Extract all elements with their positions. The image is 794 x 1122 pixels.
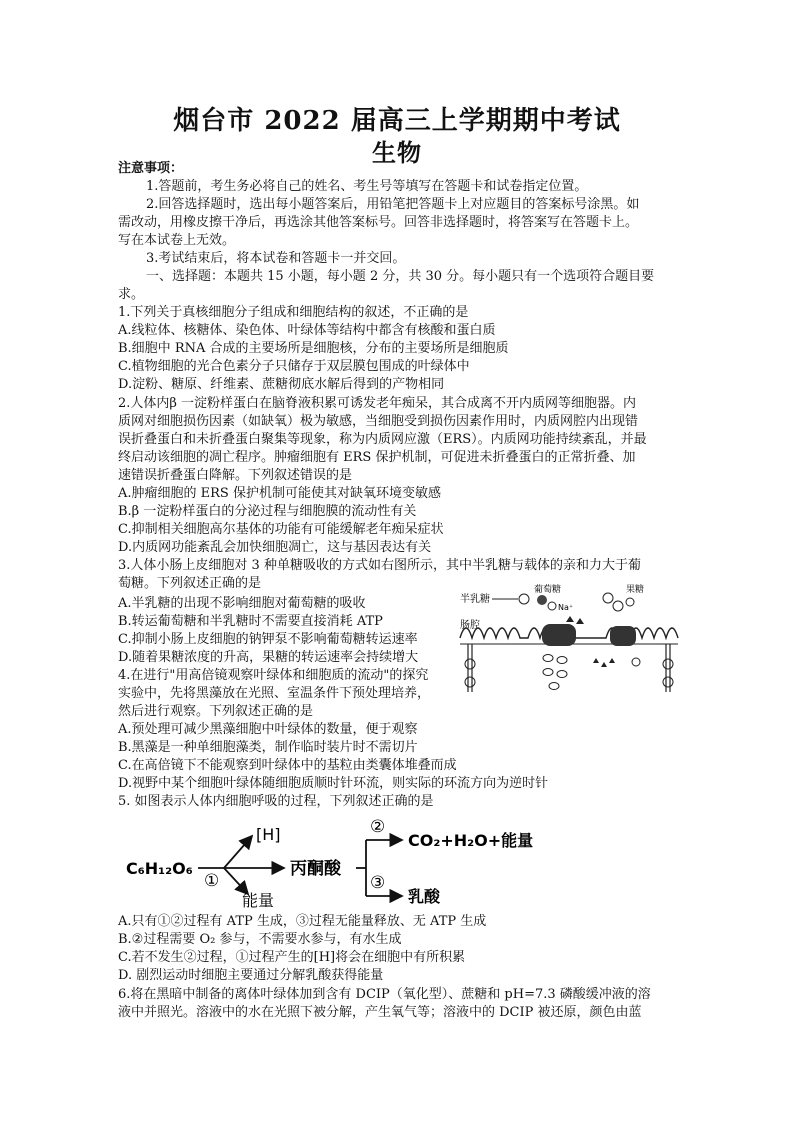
process-1-marker: ① xyxy=(204,871,220,891)
glucose-formula: C₆H₁₂O₆ xyxy=(126,859,193,878)
galactose-label: 半乳糖 xyxy=(460,594,490,605)
q4-option-d: D.视野中某个细胞叶绿体随细胞质顺时针环流，则实际的环流方向为逆时针 xyxy=(118,776,549,791)
q2-stem-line-2: 质网对细胞损伤因素（如缺氧）极为敏感，当细胞受到损伤因素作用时，内质网腔内出现错 xyxy=(118,414,639,429)
q3-stem-line-2: 萄糖。下列叙述正确的是 xyxy=(118,576,262,591)
q2-stem-line-3: 误折叠蛋白和未折叠蛋白聚集等现象，称为内质网应激（ERS）。内质网功能持续紊乱，并最 xyxy=(118,432,647,447)
lumen-label: 肠腔 xyxy=(460,620,480,631)
q5-option-d: D. 剧烈运动时细胞主要通过分解乳酸获得能量 xyxy=(118,968,384,983)
respiration-diagram xyxy=(124,814,644,910)
notes-item-1: 1.答题前，考生务必将自己的姓名、考生号等填写在答题卡和试卷指定位置。 xyxy=(146,179,588,194)
q6-stem-line-1: 6.将在黑暗中制备的离体叶绿体加到含有 DCIP（氧化型）、蔗糖和 pH=7.3 磷酸缓冲液的溶 xyxy=(118,987,651,1002)
q1-option-a: A.线粒体、核糖体、染色体、叶绿体等结构中都含有核酸和蛋白质 xyxy=(118,323,496,338)
q3-option-a: A.半乳糖的出现不影响细胞对葡萄糖的吸收 xyxy=(118,596,366,611)
aerobic-products-label: CO₂+H₂O+能量 xyxy=(408,831,534,850)
q5-option-c: C.若不发生②过程，①过程产生的[H]将会在细胞中有所积累 xyxy=(118,950,466,965)
notes-item-2-line-1: 2.回答选择题时，选出每小题答案后，用铅笔把答题卡上对应题目的答案标号涂黑。如 xyxy=(146,197,640,212)
q4-stem-line-2: 实验中，先将黑藻放在光照、室温条件下预处理培养， xyxy=(118,686,431,701)
q3-option-b: B.转运葡萄糖和半乳糖时不需要直接消耗 ATP xyxy=(118,614,383,629)
lactate-label: 乳酸 xyxy=(408,887,441,906)
q2-stem-line-5: 速错误折叠蛋白降解。下列叙述错误的是 xyxy=(118,468,353,483)
q4-option-c: C.在高倍镜下不能观察到叶绿体中的基粒由类囊体堆叠而成 xyxy=(118,758,457,773)
section-1-intro-cont: 求。 xyxy=(118,287,145,302)
q2-stem-line-4: 终启动该细胞的凋亡程序。肿瘤细胞有 ERS 保护机制，可促进未折叠蛋白的正常折叠、加 xyxy=(118,450,636,465)
q2-option-b: B.β 一淀粉样蛋白的分泌过程与细胞膜的流动性有关 xyxy=(118,504,417,519)
q5-option-a: A.只有①②过程有 ATP 生成，③过程无能量释放、无 ATP 生成 xyxy=(118,914,487,929)
notes-item-3: 3.考试结束后，将本试卷和答题卡一并交回。 xyxy=(146,251,406,266)
q1-option-d: D.淀粉、糖原、纤维素、蔗糖彻底水解后得到的产物相同 xyxy=(118,377,445,392)
process-3-marker: ③ xyxy=(370,873,386,893)
q4-option-a: A.预处理可减少黑藻细胞中叶绿体的数量，便于观察 xyxy=(118,722,418,737)
exam-title: 烟台市 2022 届高三上学期期中考试 xyxy=(173,106,621,136)
q3-stem-line-1: 3.人体小肠上皮细胞对 3 种单糖吸收的方式如右图所示，其中半乳糖与载体的亲和力大于葡 xyxy=(118,558,641,573)
notes-item-2-line-2: 需改动，用橡皮擦干净后，再选涂其他答案标号。回答非选择题时，将答案写在答题卡上。 xyxy=(118,215,639,230)
q4-option-b: B.黑藻是一种单细胞藻类，制作临时装片时不需切片 xyxy=(118,740,418,755)
q1-option-b: B.细胞中 RNA 合成的主要场所是细胞核，分布的主要场所是细胞质 xyxy=(118,341,509,356)
glucose-label: 葡萄糖 xyxy=(534,585,562,595)
notes-heading: 注意事项： xyxy=(118,161,184,176)
energy-label: 能量 xyxy=(242,891,275,910)
q1-option-c: C.植物细胞的光合色素分子只储存于双层膜包围成的叶绿体中 xyxy=(118,359,470,374)
pyruvate-label: 丙酮酸 xyxy=(290,859,341,879)
process-2-marker: ② xyxy=(370,817,386,837)
q2-option-d: D.内质网功能紊乱会加快细胞凋亡，这与基因表达有关 xyxy=(118,540,432,555)
hydrogen-label: [H] xyxy=(256,825,281,844)
q5-stem: 5. 如图表示人体内细胞呼吸的过程，下列叙述正确的是 xyxy=(118,794,434,809)
q5-option-b: B.②过程需要 O₂ 参与，不需要水参与，有水生成 xyxy=(118,932,402,947)
sodium-label: Na⁺ xyxy=(558,603,574,612)
q2-option-c: C.抑制相关细胞高尔基体的功能有可能缓解老年痴呆症状 xyxy=(118,522,444,537)
fructose-label: 果糖 xyxy=(626,585,645,595)
notes-item-2-line-3: 写在本试卷上无效。 xyxy=(118,233,236,248)
q2-option-a: A.肿瘤细胞的 ERS 保护机制可能使其对缺氧环境变敏感 xyxy=(118,486,441,501)
q3-option-d: D.随着果糖浓度的升高，果糖的转运速率会持续增大 xyxy=(118,650,419,665)
q1-stem: 1.下列关于真核细胞分子组成和细胞结构的叙述，不正确的是 xyxy=(118,305,469,320)
q6-stem-line-2: 液中并照光。溶液中的水在光照下被分解，产生氧气等；溶液中的 DCIP 被还原，颜色由蓝 xyxy=(118,1005,642,1020)
q4-stem-line-1: 4.在进行"用高倍镜观察叶绿体和细胞质的流动"的探究 xyxy=(118,668,429,683)
subject-title: 生物 xyxy=(372,138,422,167)
q4-stem-line-3: 然后进行观察。下列叙述正确的是 xyxy=(118,704,314,719)
q2-stem-line-1: 2.人体内β 一淀粉样蛋白在脑脊液积累可诱发老年痴呆，其合成离不开内质网等细胞器。内 xyxy=(118,396,637,411)
section-1-intro: 一、选择题：本题共 15 小题，每小题 2 分，共 30 分。每小题只有一个选项符合题目要 xyxy=(146,269,655,284)
q3-option-c: C.抑制小肠上皮细胞的钠钾泵不影响葡萄糖转运速率 xyxy=(118,632,418,647)
